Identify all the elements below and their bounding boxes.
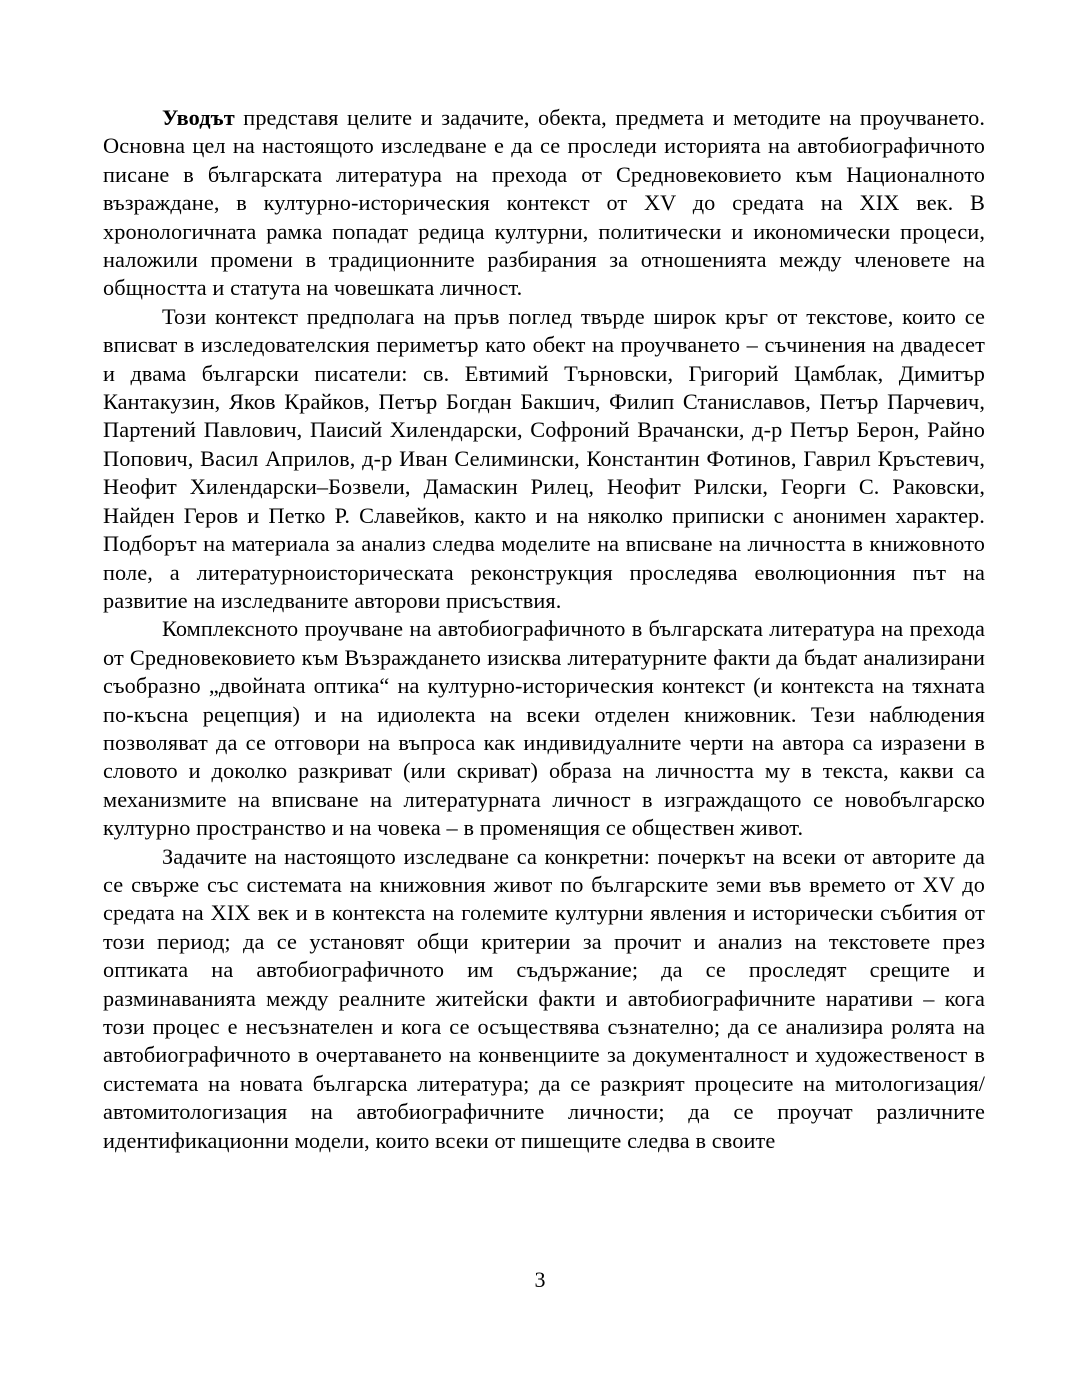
- paragraph-complex-study: [103, 615, 985, 842]
- paragraph-tasks: [103, 843, 985, 1155]
- paragraph-intro: [103, 104, 985, 303]
- page-number: 3: [534, 1267, 546, 1292]
- paragraph-context-text: Този контекст предполага на пръв поглед твърде широк кръг от текстове, които се вписват в изследователския периметър като обект на проучването – съчинения на двадесет и двама български писатели: св. Евтимий Търновски, Григорий Цамблак, Димитър Кантакузин, Яков Крайков, Петър Богдан Бакшич, Филип Станиславов, Петър Парчевич, Партений Павлович, Паисий Хилендарски, Софроний Врачански, д-р Петър Берон, Райно Попович, Васил Априлов, д-р Иван Селимински, Константин Фотинов, Гаврил Кръстевич, Неофит Хилендарски–Бозвели, Дамаскин Рилец, Неофит Рилски, Георги С. Раковски, Найден Геров и Петко Р. Славейков, както и на няколко приписки с анонимен характер. Подборът на материала за анализ следва моделите на вписване на личността в книжовното поле, а литературноисторическата реконструкция проследява еволюционния път на развитие на изследваните авторови присъствия.: [103, 303, 985, 613]
- paragraph-tasks-text: Задачите на настоящото изследване са конкретни: почеркът на всеки от авторите да се свърже със системата на книжовния живот по българските земи във времето от XV до средата на XIX век и в контекста на големите културни явления и исторически събития от този период; да се установят общи критерии за прочит и анализ на текстовете през оптиката на автобиографичното им съдържание; да се проследят срещите и разминаванията между реалните житейски факти и автобиографичните наративи – кога този процес е несъзнателен и кога се осъществява съзнателно; да се анализира ролята на автобиографичното в очертаването на конвенциите за документалност и художественост в системата на новата българска литература; да се разкрият процесите на митологизация/автомитологизация на автобиографичните личности; да се проучат различните идентификационни модели, които всеки от пишещите следва в своите: [103, 843, 985, 1153]
- paragraph-intro-lead: Уводът: [162, 105, 235, 130]
- text-block: [103, 104, 985, 1155]
- paragraph-intro-text: представя целите и задачите, обекта, предмета и методите на проучването. Основна цел на настоящото изследване е да се проследи историята на автобиографичното писане в българската литература на прехода от Средновековието към Националното възраждане, в културно-историческия контекст от XV до средата на XIX век. В хронологичната рамка попадат редица културни, политически и икономически процеси, наложили промени в традиционните разбирания за отношенията между членовете на общността и статута на човешката личност.: [103, 105, 985, 301]
- paragraph-complex-study-text: Комплексното проучване на автобиографичното в българската литература на прехода от Средновековието към Възраждането изисква литературните факти да бъдат анализирани съобразно „двойната оптика“ на културно-историческия контекст (и контекста на тяхната по-късна рецепция) и на идиолекта на всеки отделен книжовник. Тези наблюдения позволяват да се отговори на въпроса как индивидуалните черти на автора са изразени в словото и доколко разкриват (или скриват) образа на личността му в текста, какви са механизмите на вписване на литературната личност в изграждащото се новобългарско културно пространство и на човека – в променящия се обществен живот.: [103, 616, 985, 841]
- paragraph-context: [103, 303, 985, 615]
